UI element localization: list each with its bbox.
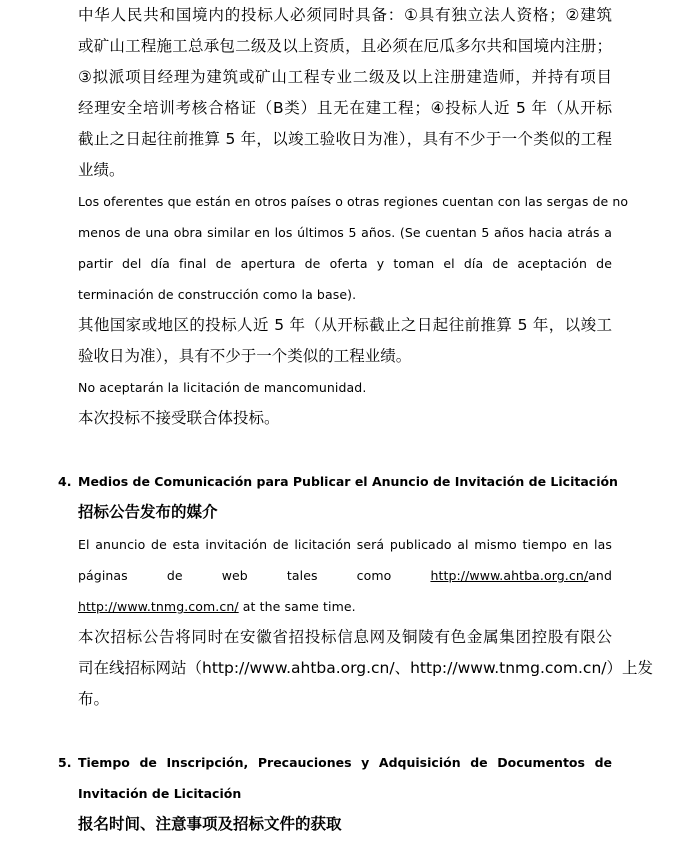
text-line: No aceptarán la licitación de mancomunidad. xyxy=(78,380,367,395)
text-line: 截止之日起往前推算 5 年，以竣工验收日为准），具有不少于一个类似的工程 xyxy=(78,130,612,148)
word: de xyxy=(166,568,183,583)
text-line: 布。 xyxy=(78,690,110,708)
text-line: ③拟派项目经理为建筑或矿山工程专业二级及以上注册建造师，并持有项目 xyxy=(78,68,612,86)
word: páginas xyxy=(78,568,128,583)
link-ahtba[interactable]: http://www.ahtba.org.cn/ xyxy=(430,568,589,583)
link-tnmg[interactable]: http://www.tnmg.com.cn/ xyxy=(78,599,239,614)
text-line: menos de una obra similar en los últimos 5 años. (Se cuentan 5 años hacia atrás a xyxy=(78,225,612,240)
paragraph-foreign-bidders-es xyxy=(78,186,629,310)
paragraph-foreign-bidders-zh xyxy=(78,310,612,372)
text-line: 司在线招标网站（http://www.ahtba.org.cn/、http://www.tnmg.com.cn/）上发 xyxy=(78,659,653,677)
paragraph-media-es xyxy=(78,529,612,622)
heading-line: Medios de Comunicación para Publicar el Anuncio de Invitación de Licitación xyxy=(78,474,618,489)
text-line: terminación de construcción como la base). xyxy=(78,287,357,302)
paragraph-no-consortium-es xyxy=(78,372,612,403)
text-line: El anuncio de esta invitación de licitación será publicado al mismo tiempo en las xyxy=(78,537,612,552)
text-line xyxy=(78,560,612,591)
text-line: 其他国家或地区的投标人近 5 年（从开标截止之日起往前推算 5 年，以竣工 xyxy=(78,316,612,334)
word: como xyxy=(356,568,392,583)
section-number: 4. xyxy=(58,474,72,489)
paragraph-qualification-zh xyxy=(78,0,612,186)
text-line: 中华人民共和国境内的投标人必须同时具备：①具有独立法人资格；②建筑 xyxy=(78,6,612,24)
section-number: 5. xyxy=(58,755,72,770)
text-line: Los oferentes que están en otros países o otras regiones cuentan con las sergas de no xyxy=(78,194,629,209)
word: tales xyxy=(286,568,318,583)
section-heading-zh xyxy=(78,497,612,528)
link-group xyxy=(430,560,612,591)
heading-line: Tiempo de Inscripción, Precauciones y Adquisición de Documentos de xyxy=(78,755,612,770)
section-heading-es xyxy=(78,747,612,809)
text-fragment: at the same time. xyxy=(238,599,356,614)
text-line: 本次投标不接受联合体投标。 xyxy=(78,409,280,427)
word: web xyxy=(221,568,248,583)
text-line xyxy=(78,591,612,622)
text-line: 或矿山工程施工总承包二级及以上资质，且必须在厄瓜多尔共和国境内注册； xyxy=(78,37,612,55)
text-line: 经理安全培训考核合格证（B类）且无在建工程；④投标人近 5 年（从开标 xyxy=(78,99,612,117)
paragraph-media-zh xyxy=(78,622,653,715)
text-line: 本次招标公告将同时在安徽省招投标信息网及铜陵有色金属集团控股有限公 xyxy=(78,628,612,646)
heading-line: 报名时间、注意事项及招标文件的获取 xyxy=(78,815,342,833)
paragraph-no-consortium-zh xyxy=(78,403,612,434)
section-heading-zh xyxy=(78,809,612,840)
heading-line: Invitación de Licitación xyxy=(78,786,242,801)
word: and xyxy=(588,568,612,583)
text-line: partir del día final de apertura de oferta y toman el día de aceptación de xyxy=(78,256,612,271)
heading-line: 招标公告发布的媒介 xyxy=(78,503,218,521)
text-line: 业绩。 xyxy=(78,161,125,179)
section-heading-es xyxy=(78,466,618,497)
text-line: 验收日为准），具有不少于一个类似的工程业绩。 xyxy=(78,347,412,365)
